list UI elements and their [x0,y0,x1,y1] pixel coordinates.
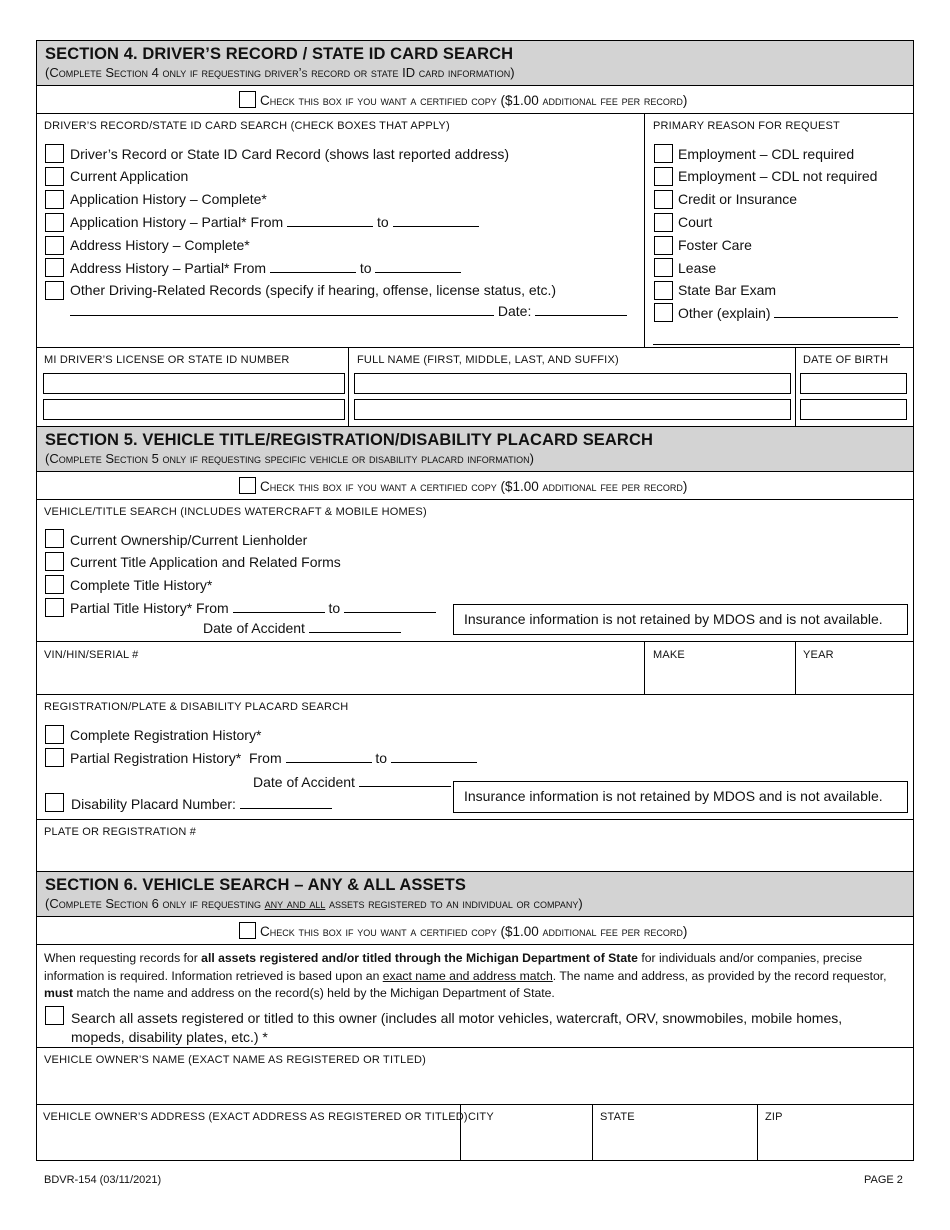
section5-certified-checkbox[interactable] [239,477,256,494]
section5-certified-row [239,477,687,494]
section6-certified-checkbox[interactable] [239,922,256,939]
dob-label: DATE OF BIRTH [803,354,889,366]
divider [36,819,914,820]
from-date-blank[interactable] [286,749,372,763]
date-label: Date: [497,303,532,319]
license-number-input-1[interactable] [43,373,345,394]
vin-label: VIN/HIN/SERIAL # [44,649,139,661]
zip-label: ZIP [765,1111,783,1123]
to-word: to [375,750,388,766]
reg-accident-row [253,773,451,791]
section4-title: SECTION 4. DRIVER’S RECORD / STATE ID CARD SEARCH [45,45,514,63]
reason-checkbox[interactable] [654,281,673,300]
divider [36,113,914,114]
insurance-notice: Insurance information is not retained by MDOS and is not available. [453,604,908,635]
reason-label-text: Credit or Insurance [678,191,798,207]
placard-row [71,795,332,813]
full-name-label: FULL NAME (FIRST, MIDDLE, LAST, AND SUFFIX) [357,354,619,366]
title-option-checkbox[interactable] [45,529,64,548]
plate-label: PLATE OR REGISTRATION # [44,826,197,838]
section4-option-label: Current Application [70,168,189,184]
to-word: to [359,260,372,276]
section4-certified-checkbox[interactable] [239,91,256,108]
section4-certified-row [239,91,687,108]
other-records-line [70,302,627,320]
search-all-assets-label-2: mopeds, disability plates, etc.) * [71,1029,268,1045]
accident-date-row [203,619,401,637]
to-date-blank[interactable] [393,213,479,227]
reg-search-label: REGISTRATION/PLATE & DISABILITY PLACARD SEARCH [44,701,349,713]
accident-date-label: Date of Accident [203,620,305,636]
year-label: YEAR [803,649,834,661]
reg-option-label: Complete Registration History* [70,727,262,743]
divider [644,641,645,694]
city-label: CITY [468,1111,494,1123]
reason-checkbox[interactable] [654,236,673,255]
section5-header [36,426,914,472]
section4-header [36,40,914,86]
placard-number-blank[interactable] [240,795,332,809]
divider [36,499,914,500]
divider [757,1104,758,1161]
dob-input-2[interactable] [800,399,907,420]
other-date-blank[interactable] [535,302,627,316]
reg-option-label: Partial Registration History* From [70,750,282,766]
section4-option-row [70,213,479,231]
section4-option-checkbox[interactable] [45,236,64,255]
from-date-blank[interactable] [287,213,373,227]
search-all-assets-checkbox[interactable] [45,1006,64,1025]
reason-label: PRIMARY REASON FOR REQUEST [653,120,840,132]
section4-option-checkbox[interactable] [45,144,64,163]
divider [644,113,645,347]
section4-option-label: Address History – Partial* From [70,260,267,276]
from-date-blank[interactable] [270,259,356,273]
reason-checkbox[interactable] [654,303,673,322]
reg-option-row [70,749,477,767]
divider [36,1047,914,1048]
divider [348,347,349,426]
divider [36,694,914,695]
state-input[interactable] [596,1127,753,1157]
section4-option-checkbox[interactable] [45,167,64,186]
title-option-label: Current Ownership/Current Lienholder [70,532,308,548]
reason-label-text: Foster Care [678,237,752,253]
to-date-blank[interactable] [375,259,461,273]
reason-checkbox[interactable] [654,213,673,232]
divider [36,944,914,945]
full-name-input-1[interactable] [354,373,791,394]
title-option-checkbox[interactable] [45,598,64,617]
city-input[interactable] [464,1127,588,1157]
reason-checkbox[interactable] [654,167,673,186]
section6-header [36,871,914,917]
form-id: BDVR-154 (03/11/2021) [44,1174,162,1186]
accident-date-label: Date of Accident [253,774,355,790]
section4-option-label: Other Driving-Related Records (specify if hearing, offense, license status, etc.) [70,282,557,298]
divider [795,641,796,694]
title-option-label: Partial Title History* From [70,600,229,616]
full-name-input-2[interactable] [354,399,791,420]
section4-option-label: Application History – Complete* [70,191,267,207]
owner-name-label: VEHICLE OWNER’S NAME (EXACT NAME AS REGISTERED OR TITLED) [44,1054,426,1066]
reason-checkbox[interactable] [654,144,673,163]
title-option-checkbox[interactable] [45,552,64,571]
reg-option-checkbox[interactable] [45,725,64,744]
reason-checkbox[interactable] [654,258,673,277]
license-number-input-2[interactable] [43,399,345,420]
section4-option-label: Address History – Complete* [70,237,250,253]
reason-label-text: Court [678,214,713,230]
make-label: MAKE [653,649,685,661]
to-word: to [376,214,389,230]
accident-date-blank[interactable] [359,773,451,787]
page-number: PAGE 2 [864,1174,903,1186]
from-date-blank[interactable] [233,599,325,613]
reason-checkbox[interactable] [654,190,673,209]
section4-option-checkbox[interactable] [45,190,64,209]
dob-input-1[interactable] [800,373,907,394]
owner-address-label: VEHICLE OWNER’S ADDRESS (EXACT ADDRESS AS REGISTERED OR TITLED) [43,1111,468,1123]
divider [36,641,914,642]
section4-subtitle: (Complete Section 4 only if requesting driver’s record or state ID card information) [45,65,515,80]
section5-title: SECTION 5. VEHICLE TITLE/REGISTRATION/DISABILITY PLACARD SEARCH [45,431,653,449]
insurance-notice: Insurance information is not retained by MDOS and is not available. [453,781,908,813]
title-search-label: VEHICLE/TITLE SEARCH (INCLUDES WATERCRAFT & MOBILE HOMES) [44,506,427,518]
section6-certified-row [239,922,687,939]
section6-subtitle: (Complete Section 6 only if requesting any and all assets registered to an individual or company) [45,896,583,911]
section5-certified-label: Check this box if you want a certified copy ($1.00 additional fee per record) [260,479,688,494]
zip-input[interactable] [761,1127,910,1157]
reason-other-row [678,304,898,322]
vin-input[interactable] [40,664,640,690]
license-number-label: MI DRIVER’S LICENSE OR STATE ID NUMBER [44,354,290,366]
to-word: to [328,600,341,616]
divider [36,1104,914,1105]
plate-input[interactable] [40,842,910,868]
section4-option-checkbox[interactable] [45,258,64,277]
reason-label-text: Employment – CDL required [678,146,855,162]
title-option-label: Current Title Application and Related Forms [70,554,341,570]
reason-other-line2[interactable] [653,344,900,345]
section4-option-row [70,259,461,277]
title-option-checkbox[interactable] [45,575,64,594]
section4-option-label: Driver’s Record or State ID Card Record (shows last reported address) [70,146,510,162]
section4-option-checkbox[interactable] [45,281,64,300]
divider [795,347,796,426]
reason-label-text: Other (explain) [678,305,771,321]
accident-date-blank[interactable] [309,619,401,633]
to-date-blank[interactable] [391,749,477,763]
other-records-blank[interactable] [70,302,494,316]
search-all-assets-label: Search all assets registered or titled to this owner (includes all motor vehicles, watercraft, ORV, snowmobiles, mobile homes, [71,1010,843,1026]
section4-certified-label: Check this box if you want a certified copy ($1.00 additional fee per record) [260,93,688,108]
section4-option-checkbox[interactable] [45,213,64,232]
divider [36,347,914,348]
owner-address-input[interactable] [40,1127,456,1157]
reg-option-checkbox[interactable] [45,748,64,767]
to-date-blank[interactable] [344,599,436,613]
state-label: STATE [600,1111,635,1123]
section6-certified-label: Check this box if you want a certified copy ($1.00 additional fee per record) [260,924,688,939]
reason-label-text: Employment – CDL not required [678,168,878,184]
reason-label-text: Lease [678,260,717,276]
year-input[interactable] [800,664,910,690]
section6-title: SECTION 6. VEHICLE SEARCH – ANY & ALL ASSETS [45,876,466,894]
placard-checkbox[interactable] [45,793,64,812]
section6-instructions: When requesting records for all assets registered and/or titled through the Michigan Department of State for individuals and/or companies, precise information is required. Information retrieved is based upon an exact name and address match. The name and address, as provided by the record requestor, must match the name and address on the record(s) held by the Michigan Department of State. [44,951,887,1000]
title-option-label: Complete Title History* [70,577,213,593]
placard-label: Disability Placard Number: [71,796,236,812]
section4-search-label: DRIVER’S RECORD/STATE ID CARD SEARCH (CHECK BOXES THAT APPLY) [44,120,450,132]
make-input[interactable] [649,664,791,690]
title-option-row [70,599,436,617]
owner-name-input[interactable] [40,1070,910,1100]
section5-subtitle: (Complete Section 5 only if requesting specific vehicle or disability placard information) [45,451,534,466]
reason-label-text: State Bar Exam [678,282,777,298]
reason-other-blank[interactable] [774,304,898,318]
section4-option-label: Application History – Partial* From [70,214,284,230]
divider [592,1104,593,1161]
